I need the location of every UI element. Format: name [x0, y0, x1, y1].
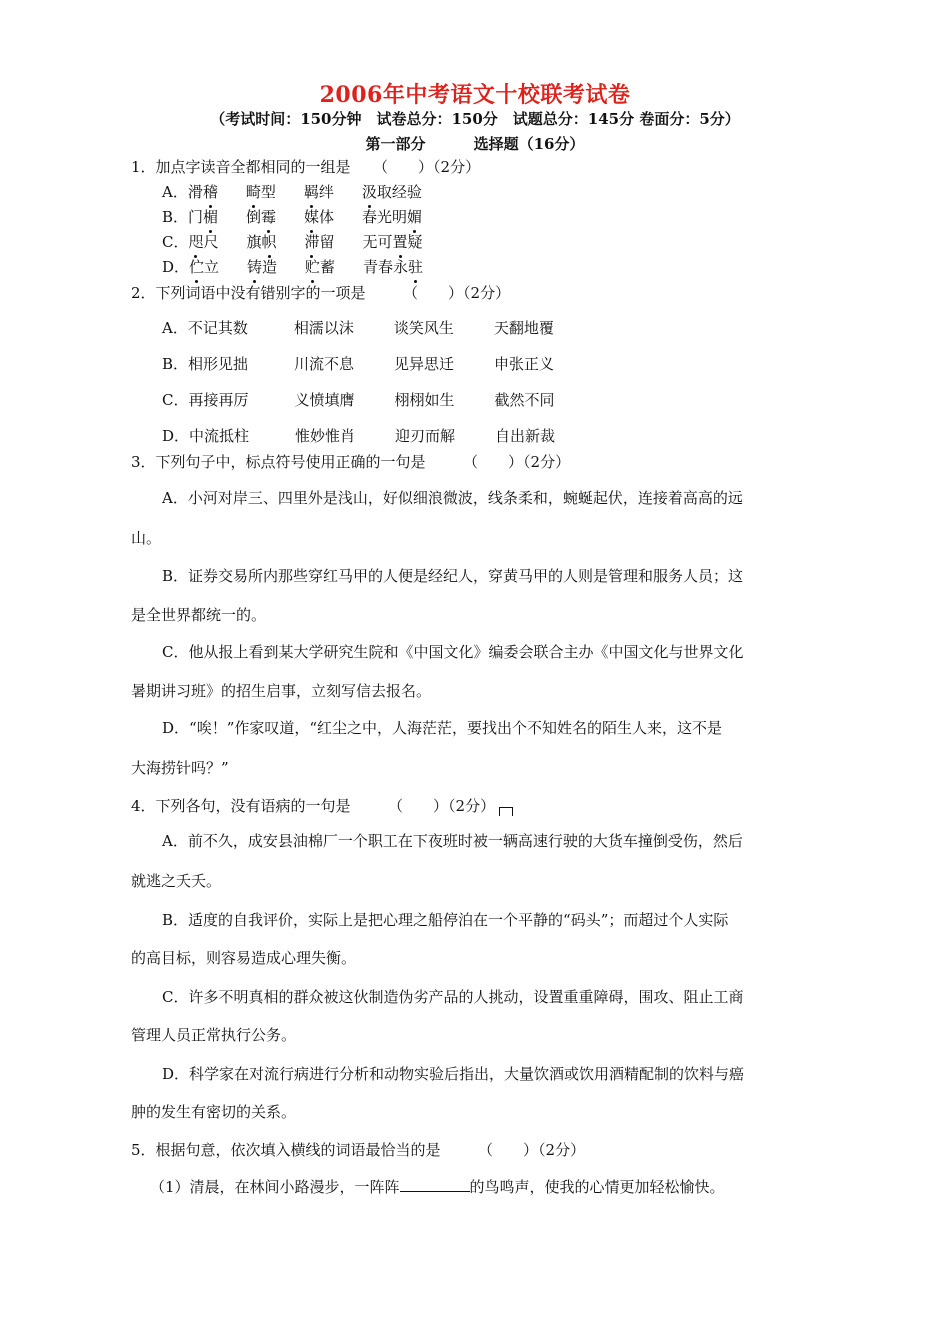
q4-option-b-line1: B．适度的自我评价，实际上是把心理之船停泊在一个平静的“码头”；而超过个人实际: [162, 911, 729, 929]
exam-subtitle: （考试时间：150分钟 试卷总分：150分 试题总分：145分 卷面分：5分）: [210, 110, 740, 128]
q4-stem-row: [131, 796, 513, 816]
q3-option-c-line1: C．他从报上看到某大学研究生院和《中国文化》编委会联合主办《中国文化与世界文化: [162, 643, 744, 661]
q4-option-c-line1: C．许多不明真相的群众被这伙制造伪劣产品的人挑动，设置重重障碍，围攻、阻止工商: [162, 988, 744, 1006]
q3-stem: 3．下列句子中，标点符号使用正确的一句是 （ ）（2分）: [131, 453, 571, 471]
q4-option-a-line1: A．前不久，成安县油棉厂一个职工在下夜班时被一辆高速行驶的大货车撞倒受伤，然后: [162, 832, 743, 850]
q2-stem: 2．下列词语中没有错别字的一项是 （ ）（2分）: [131, 284, 511, 302]
q4-option-b-line2: 的高目标，则容易造成心理失衡。: [131, 949, 357, 967]
fill-blank[interactable]: [400, 1177, 470, 1192]
q3-option-d-line2: 大海捞针吗？”: [131, 759, 229, 777]
exam-title: 2006年中考语文十校联考试卷: [319, 82, 631, 108]
q2-option-b: B．相形见拙 川流不息 见异思迁 申张正义: [162, 355, 555, 373]
q2-option-a: A．不记其数 相濡以沫 谈笑风生 天翻地覆: [162, 319, 554, 337]
q1-option-d: D．伫立 铸造 贮蓄 青春永驻: [162, 258, 424, 276]
q4-stem: 4．下列各句，没有语病的一句是 （ ）（2分）: [131, 797, 496, 815]
q5-stem: 5．根据句意，依次填入横线的词语最恰当的是 （ ）（2分）: [131, 1141, 586, 1159]
q1-stem: 1．加点字读音全都相同的一组是 （ ）（2分）: [131, 158, 481, 176]
q1-option-c: C．咫尺 旗帜 滞留 无可置疑: [162, 233, 423, 251]
q3-option-a-line2: 山。: [131, 529, 162, 547]
q4-option-d-line2: 肿的发生有密切的关系。: [131, 1103, 297, 1121]
q4-option-c-line2: 管理人员正常执行公务。: [131, 1026, 297, 1044]
section-part: 第一部分: [365, 135, 426, 153]
q3-option-a-line1: A．小河对岸三、四里外是浅山，好似细浪微波，线条柔和，蜿蜒起伏，连接着高高的远: [162, 489, 743, 507]
q2-option-c: C．再接再厉 义愤填膺 栩栩如生 截然不同: [162, 391, 555, 409]
q1-option-a: A．滑稽 畸型 羁绊 汲取经验: [162, 183, 422, 201]
q2-option-d: D．中流抵柱 惟妙惟肖 迎刃而解 自出新裁: [162, 427, 556, 445]
q4-option-a-line2: 就逃之夭夭。: [131, 872, 222, 890]
q3-option-d-line1: D．“唉！”作家叹道，“红尘之中，人海茫茫，要找出个不知姓名的陌生人来，这不是: [162, 719, 723, 737]
q1-option-b: B．门楣 倒霉 媒体 春光明媚: [162, 208, 423, 226]
q3-option-b-line2: 是全世界都统一的。: [131, 606, 267, 624]
section-name: 选择题（16分）: [473, 135, 585, 153]
q5-sentence-1: （1）清晨，在林间小路漫步，一阵阵 的鸟鸣声，使我的心情更加轻松愉快。: [150, 1178, 725, 1196]
q4-option-d-line1: D．科学家在对流行病进行分析和动物实验后指出，大量饮酒或饮用酒精配制的饮料与癌: [162, 1065, 745, 1083]
q3-option-b-line1: B．证券交易所内那些穿红马甲的人便是经纪人，穿黄马甲的人则是管理和服务人员；这: [162, 567, 744, 585]
section-heading: [0, 133, 950, 154]
q3-option-c-line2: 暑期讲习班》的招生启事，立刻写信去报名。: [131, 682, 432, 700]
edit-mark-icon: [499, 807, 513, 816]
